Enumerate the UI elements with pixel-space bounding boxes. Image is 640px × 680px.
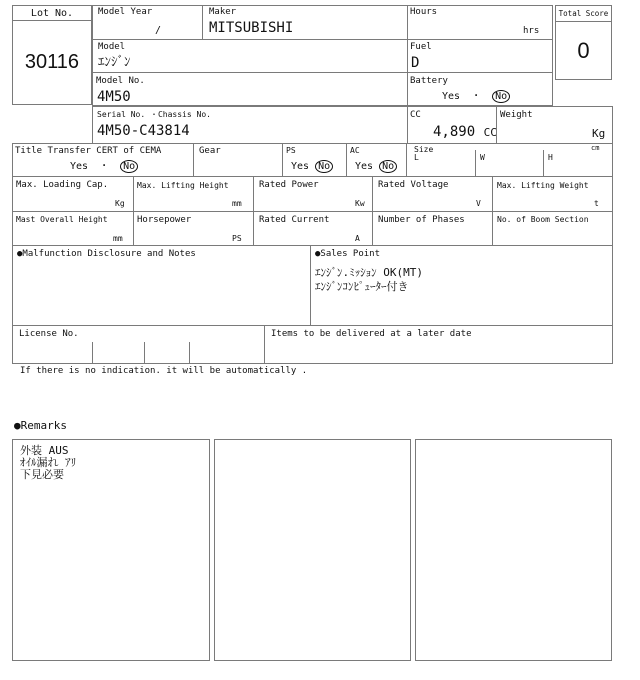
model-label: Model <box>98 42 126 52</box>
model-no-value: 4M50 <box>97 89 131 105</box>
size-label: Size <box>414 145 434 154</box>
cc-value <box>433 124 497 141</box>
title-transfer-yes[interactable]: Yes <box>70 161 89 172</box>
sales-point-line-2: ｴﾝｼﾞﾝｺﾝﾋﾟｭｰﾀｰ付き <box>315 280 409 293</box>
total-score-label: Total Score <box>558 9 609 18</box>
footnote: If there is no indication. it will be automatically . <box>20 366 308 376</box>
size-l-label: L <box>414 153 419 162</box>
title-transfer-options <box>70 160 138 173</box>
size-w-label: W <box>480 153 485 162</box>
remarks-label: ●Remarks <box>14 419 67 432</box>
hours-label: Hours <box>410 7 438 17</box>
spec1-max-lifting-weight-label: Max. Lifting Weight <box>497 181 589 190</box>
spec1-max-lifting-height-label: Max. Lifting Height <box>137 181 229 190</box>
fuel-label: Fuel <box>410 42 432 52</box>
title-transfer-label: Title Transfer CERT of CEMA <box>15 146 162 156</box>
sales-point-label: ●Sales Point <box>315 249 381 259</box>
remarks-panel-1-line-3: 下見必要 <box>20 468 64 481</box>
spec2-boom-label: No. of Boom Section <box>497 215 589 224</box>
spec1-rated-power-label: Rated Power <box>259 180 319 190</box>
remarks-panel-3 <box>415 439 612 661</box>
weight-label: Weight <box>500 110 533 120</box>
total-score-box <box>555 5 612 80</box>
sales-point-line-1: ｴﾝｼﾞﾝ.ﾐｯｼｮﾝ OK(MT) <box>315 266 423 279</box>
spec1-rated-voltage-unit: V <box>476 199 481 208</box>
maker-value: MITSUBISHI <box>209 20 294 36</box>
ps-no-selected[interactable]: No <box>315 160 333 173</box>
ps-yes[interactable]: Yes <box>291 161 310 172</box>
size-h-label: H <box>548 153 553 162</box>
remarks-panel-1-line-2: ｵｲﾙ漏れ ｱﾘ <box>20 456 77 469</box>
lot-box <box>12 5 92 105</box>
title-transfer-no-selected[interactable]: No <box>120 160 138 173</box>
spec2-mast-height-label: Mast Overall Height <box>16 215 108 224</box>
spec2-rated-current-label: Rated Current <box>259 215 330 225</box>
battery-no-selected[interactable]: No <box>492 90 510 103</box>
spec1-max-loading-unit: Kg <box>115 199 125 208</box>
spec2-mast-height-unit: mm <box>113 234 123 243</box>
spec2-rated-current-unit: A <box>355 234 360 243</box>
model-year-label: Model Year <box>98 7 153 17</box>
cc-unit: CC <box>483 126 497 139</box>
battery-options <box>442 90 510 103</box>
spec2-phases-label: Number of Phases <box>378 215 465 225</box>
model-no-label: Model No. <box>96 76 145 86</box>
spec1-max-loading-label: Max. Loading Cap. <box>16 180 109 190</box>
serial-label: Serial No. ・Chassis No. <box>97 110 211 119</box>
ac-label: AC <box>350 146 360 155</box>
serial-value: 4M50-C43814 <box>97 123 190 139</box>
remarks-panel-1-line-1: 外装 AUS <box>20 444 69 457</box>
spec1-max-lifting-weight-unit: t <box>594 199 599 208</box>
ac-yes[interactable]: Yes <box>355 161 374 172</box>
ps-label: PS <box>286 146 296 155</box>
remarks-panel-1 <box>12 439 210 661</box>
spec2-horsepower-unit: PS <box>232 234 242 243</box>
model-value: ｴﾝｼﾞﾝ <box>98 55 131 70</box>
license-label: License No. <box>19 329 79 339</box>
total-score-value: 0 <box>577 38 590 63</box>
battery-yes[interactable]: Yes <box>442 91 461 102</box>
spec1-rated-power-unit: Kw <box>355 199 365 208</box>
items-later-label: Items to be delivered at a later date <box>271 329 472 339</box>
maker-label: Maker <box>209 7 237 17</box>
ps-options <box>291 160 333 173</box>
hours-unit: hrs <box>523 26 540 36</box>
weight-unit: Kg <box>592 127 606 140</box>
lot-label: Lot No. <box>30 8 74 19</box>
title-transfer-separator: ・ <box>99 161 110 172</box>
battery-label: Battery <box>410 76 448 86</box>
spec1-max-lifting-height-unit: mm <box>232 199 242 208</box>
cc-number: 4,890 <box>433 124 476 140</box>
cc-label: CC <box>410 110 421 120</box>
model-year-value: / <box>155 25 162 36</box>
lot-number: 30116 <box>24 51 80 73</box>
spec2-horsepower-label: Horsepower <box>137 215 192 225</box>
malfunction-label: ●Malfunction Disclosure and Notes <box>17 249 196 259</box>
gear-label: Gear <box>199 146 221 156</box>
size-unit: cm <box>591 144 600 152</box>
ac-options <box>355 160 397 173</box>
fuel-value: D <box>411 55 420 71</box>
remarks-panel-2 <box>214 439 411 661</box>
spec1-rated-voltage-label: Rated Voltage <box>378 180 449 190</box>
battery-separator: ・ <box>471 91 482 102</box>
ac-no-selected[interactable]: No <box>379 160 397 173</box>
